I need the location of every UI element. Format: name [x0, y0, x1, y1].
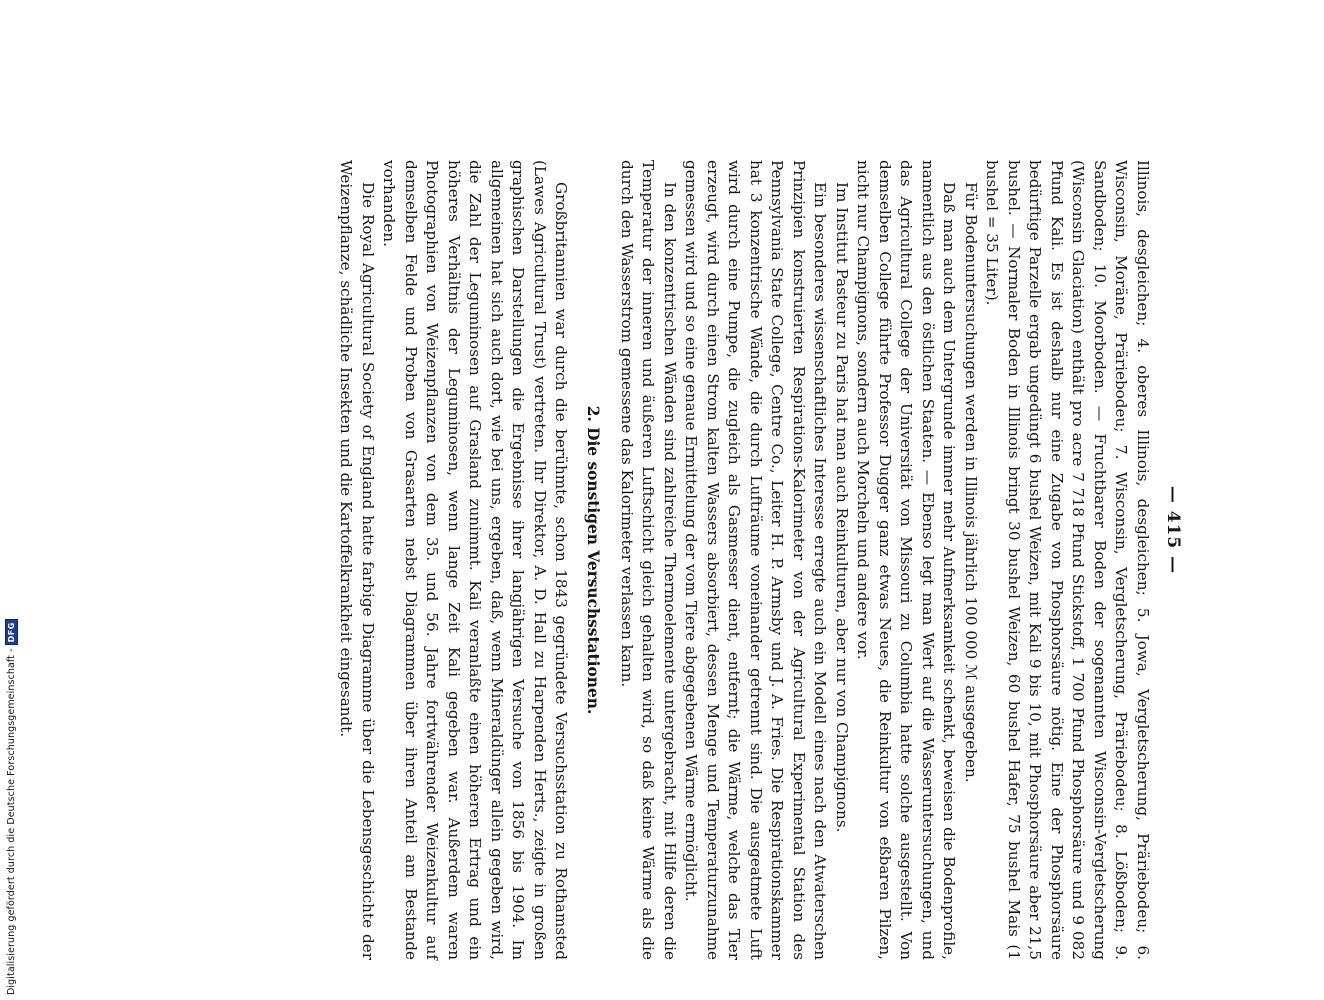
paragraph-subsoil-fungi: Daß man auch dem Untergrunde immer mehr Aufmerksamkeit schenkt, beweisen die Bodenprofile, namentlich aus den östlichen Staaten. — Ebenso legt man Wert auf die Wasseruntersuchungen, und das Agricultural College der Universität von Missouri zu Columbia hatte solche ausgestellt. Von demselben College führte Professor Dugger ganz etwas Neues, die Reinkultur von eßbaren Pilzen, nicht nur Champignons, sondern auch Morcheln und andere vor. [854, 160, 959, 960]
rotated-page [130, 0, 1190, 990]
section-heading: 2. Die sonstigen Versuchsstationen. [584, 405, 603, 715]
paragraph-thermoelements: In den konzentrischen Wänden sind zahlreiche Thermoelemente untergebracht, mit Hilfe deren die Temperatur der inneren und äußeren Luftschicht gleich gehalten wird, so daß keine Wärme als die durch den Wasserstrom gemessene das Kalorimeter verlassen kann. [618, 160, 679, 960]
paragraph-calorimeter: Ein besonderes wissenschaftliches Interesse erregte auch ein Modell eines nach den Atwaterschen Prinzipien konstruierten Respirations-Kalorimeter von der Agricultural Experimental Station des Pennsylvania State College, Centre Co., Leiter H. P. Armsby und J. A. Fries. Die Respirationskammer hat 3 konzentrische Wände, die durch Lufträume voneinander getrennt sind. Die ausgeatmete Luft wird durch eine Pumpe, die zugleich als Gasmesser dient, entfernt; die Wärme, welche das Tier erzeugt, wird durch einen Strom kalten Wassers absorbiert, dessen Menge und Temperaturzunahme gemessen wird und so eine genaue Ermittelung der vom Tiere abgegebenen Wärme ermöglicht. [682, 160, 830, 960]
paragraph-royal-society: Die Royal Agricultural Society of England hatte farbige Diagramme über die Lebensgeschichte der Weizenpflanze, schädliche Insekten und die Kartoffelkrankheit eingesandt. [337, 160, 377, 960]
paragraph-pasteur: Im Institut Pasteur zu Paris hat man auch Reinkulturen, aber nur von Champignons. [833, 182, 851, 833]
paragraph-soil-budget: Für Bodenuntersuchungen werden in Illinois jährlich 100 000 ℳ ausgegeben. [962, 182, 980, 783]
paragraph-rothamsted: Großbritannien war durch die berühmte, schon 1843 gegründete Versuchsstation zu Rothamsted (Lawes Agricultural Trust) vertreten. Ihr Direktor, A. D. Hall zu Harpenden Herts., zeigte in großen graphischen Darstellungen die Ergebnisse ihrer langjährigen Versuche von 1856 bis 1904. Im allgemeinen hat sich auch dort, wie bei uns, ergeben, daß, wenn Mineraldünger allein gegeben wird, die Zahl der Leguminosen auf Grasland zunimmt. Kali veranlaßte einen höheren Ertrag und ein höheres Verhältnis der Leguminosen, wenn lange Zeit Kali gegeben war. Außerdem waren Photographien von Weizenpflanzen von dem 35. und 56. Jahre fortwährender Weizenkultur auf demselben Felde und Proben von Grasarten nebst Diagrammen über ihren Anteil am Bestande vorhanden. [380, 160, 571, 960]
dfg-logo-icon: DFG [5, 619, 18, 645]
paragraph-soil-types: Illinois, desgleichen; 4. oberes Illinois, desgleichen; 5. Jowa, Vergletscherung, Präriebodeu; 6. Wisconsin, Moräne, Präriebodeu; 7. Wisconsin, Vergletscherung, Präriebodeu; 8. Lößboden; 9. Sandboden; 10. Moorboden. — Fruchtbarer Boden der sogenannten Wisconsin-Vergletscherung (Wisconsin Glaciation) enthält pro acre 7 718 Pfund Stickstoff, 1 700 Pfund Phosphorsäure und 9 082 Pfund Kali. Es ist deshalb nur eine Zugabe von Phosphorsäure nötig. Eine der Phosphorsäure bedürftige Parzelle ergab ungedüngt 6 bushel Weizen, mit Kali 9 bis 10, mit Phosphorsäure aber 21,5 bushel. — Normaler Boden in Illinois bringt 30 bushel Weizen, 60 bushel Hafer, 75 bushel Mais (1 bushel = 35 Liter). [983, 160, 1152, 960]
dfg-credit-line [4, 605, 18, 995]
page-number: — 415 — [1163, 485, 1183, 575]
credit-text: Digitalisierung gefördert durch die Deutsche Forschungsgemeinschaft - [5, 648, 17, 995]
